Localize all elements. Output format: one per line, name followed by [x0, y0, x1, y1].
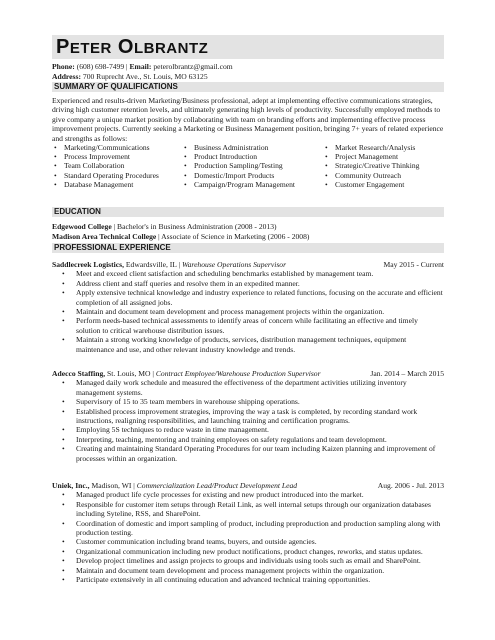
job-dates: May 2015 - Current [383, 260, 444, 269]
skill-item: • Market Research/Analysis [323, 143, 444, 152]
candidate-name: PETER OLBRANTZ [56, 36, 209, 58]
skill-item: • Customer Engagement [323, 180, 444, 189]
skill-item: • Database Management [52, 180, 182, 189]
job-bullets [52, 490, 444, 584]
job-bullet: • Meet and exceed client satisfaction and scheduling benchmarks established by management team. [76, 269, 444, 278]
skill-item: • Process Improvement [52, 152, 182, 161]
skills-column-3 [323, 143, 444, 189]
skill-item: • Marketing/Communications [52, 143, 182, 152]
job-bullet: • Established process improvement strategies, improving the way a task is completed, by recording standard work instructions, realigning responsibilities, and launching training and certification programs. [76, 407, 444, 426]
job-dates: Jan. 2014 – March 2015 [370, 369, 444, 378]
skill-item: • Team Collaboration [52, 161, 182, 170]
skill-item: • Production Sampling/Testing [182, 161, 323, 170]
section-header-summary: SUMMARY OF QUALIFICATIONS [52, 82, 444, 92]
job-entry [52, 369, 444, 463]
contact-line-address: Address: 700 Ruprecht Ave., St. Louis, MO 63125 [52, 71, 208, 81]
skill-item: • Domestic/Import Products [182, 171, 323, 180]
skill-item: • Project Management [323, 152, 444, 161]
job-bullet: • Creating and maintaining Standard Operating Procedures for our team including Kaizen planning and improvement of processes within an organization. [76, 444, 444, 463]
skill-item: • Standard Operating Procedures [52, 171, 182, 180]
skill-item: • Campaign/Program Management [182, 180, 323, 189]
job-bullet: • Customer communication including brand teams, buyers, and outside agencies. [76, 537, 444, 546]
job-entry [52, 481, 444, 584]
job-bullet: • Maintain and document team development and process management projects within the organization. [76, 566, 444, 575]
job-bullet: • Employing 5S techniques to reduce waste in time management. [76, 425, 444, 434]
skills-columns [52, 143, 444, 189]
skills-column-2 [182, 143, 323, 189]
job-bullet: • Responsible for customer item setups through Retail Link, as well internal setups through our organization databases including Syteline, RSS, and SharePoint. [76, 500, 444, 519]
job-bullet: • Interpreting, teaching, mentoring and training employees on safety regulations and team development. [76, 435, 444, 444]
job-bullets [52, 269, 444, 354]
job-bullet: • Maintain and document team development and process management projects within the organization. [76, 307, 444, 316]
job-dates: Aug. 2006 - Jul. 2013 [377, 481, 444, 490]
skill-item: • Strategic/Creative Thinking [323, 161, 444, 170]
job-bullet: • Maintain a strong working knowledge of products, services, distribution management techniques, equipment maintenance and use, and other relevant industry knowledge and trends. [76, 335, 444, 354]
job-bullet: • Address client and staff queries and resolve them in an expedited manner. [76, 279, 444, 288]
job-bullet: • Organizational communication including new product notifications, product changes, reworks, and status updates. [76, 547, 444, 556]
job-bullet: • Apply extensive technical knowledge and industry experience to related functions, focusing on the accurate and efficient completion of all assigned jobs. [76, 288, 444, 307]
job-entry [52, 260, 444, 354]
section-header-experience: PROFESSIONAL EXPERIENCE [52, 243, 444, 253]
job-bullet: • Participate extensively in all continuing education and advanced technical training opportunities. [76, 575, 444, 584]
job-bullet: • Supervisory of 15 to 35 team members in warehouse shipping operations. [76, 397, 444, 406]
job-header: Uniek, Inc., Madison, WI | Commercialization Lead/Product Development Lead Aug. 2006 - Jul. 2013 [52, 481, 444, 490]
job-header: Saddlecreek Logistics, Edwardsville, IL | Warehouse Operations Supervisor May 2015 - Current [52, 260, 444, 269]
section-header-education: EDUCATION [52, 207, 444, 217]
education-item: Madison Area Technical College | Associate of Science in Marketing (2006 - 2008) [52, 231, 310, 241]
job-bullets [52, 378, 444, 463]
job-bullet: • Managed product life cycle processes for existing and new product introduced into the market. [76, 490, 444, 499]
job-bullet: • Develop project timelines and assign projects to groups and individuals using tools such as email and SharePoint. [76, 556, 444, 565]
skill-item: • Product Introduction [182, 152, 323, 161]
summary-paragraph: Experienced and results-driven Marketing/Business professional, adept at implementing effective communications strategies, driving high customer retention levels, and ultimately generating high levels of productivity. Successfully employed methods to give company a unique market position by collaborating with team on branding efforts and implementing effective process improvement projects. Currently seeking a Marketing or Business Management position, bringing 7+ years of related experience and strengths as follows: [52, 96, 444, 143]
job-bullet: • Managed daily work schedule and measured the effectiveness of the department activities utilizing inventory management systems. [76, 378, 444, 397]
skill-item: • Business Administration [182, 143, 323, 152]
job-bullet: • Coordination of domestic and import sampling of product, including preproduction and production sampling along with production testing. [76, 519, 444, 538]
skill-item: • Community Outreach [323, 171, 444, 180]
skills-column-1 [52, 143, 182, 189]
education-item: Edgewood College | Bachelor's in Business Administration (2008 - 2013) [52, 222, 277, 231]
job-bullet: • Perform needs-based technical assessments to identify areas of concern while facilitating an effective and timely solution to critical warehouse distribution issues. [76, 316, 444, 335]
job-header: Adecco Staffing, St. Louis, MO | Contract Employee/Warehouse Production Supervisor Jan. 2014 – March 2015 [52, 369, 444, 378]
contact-line-phone-email: Phone: (608) 698-7499 | Email: peterolbrantz@gmail.com [52, 62, 233, 71]
